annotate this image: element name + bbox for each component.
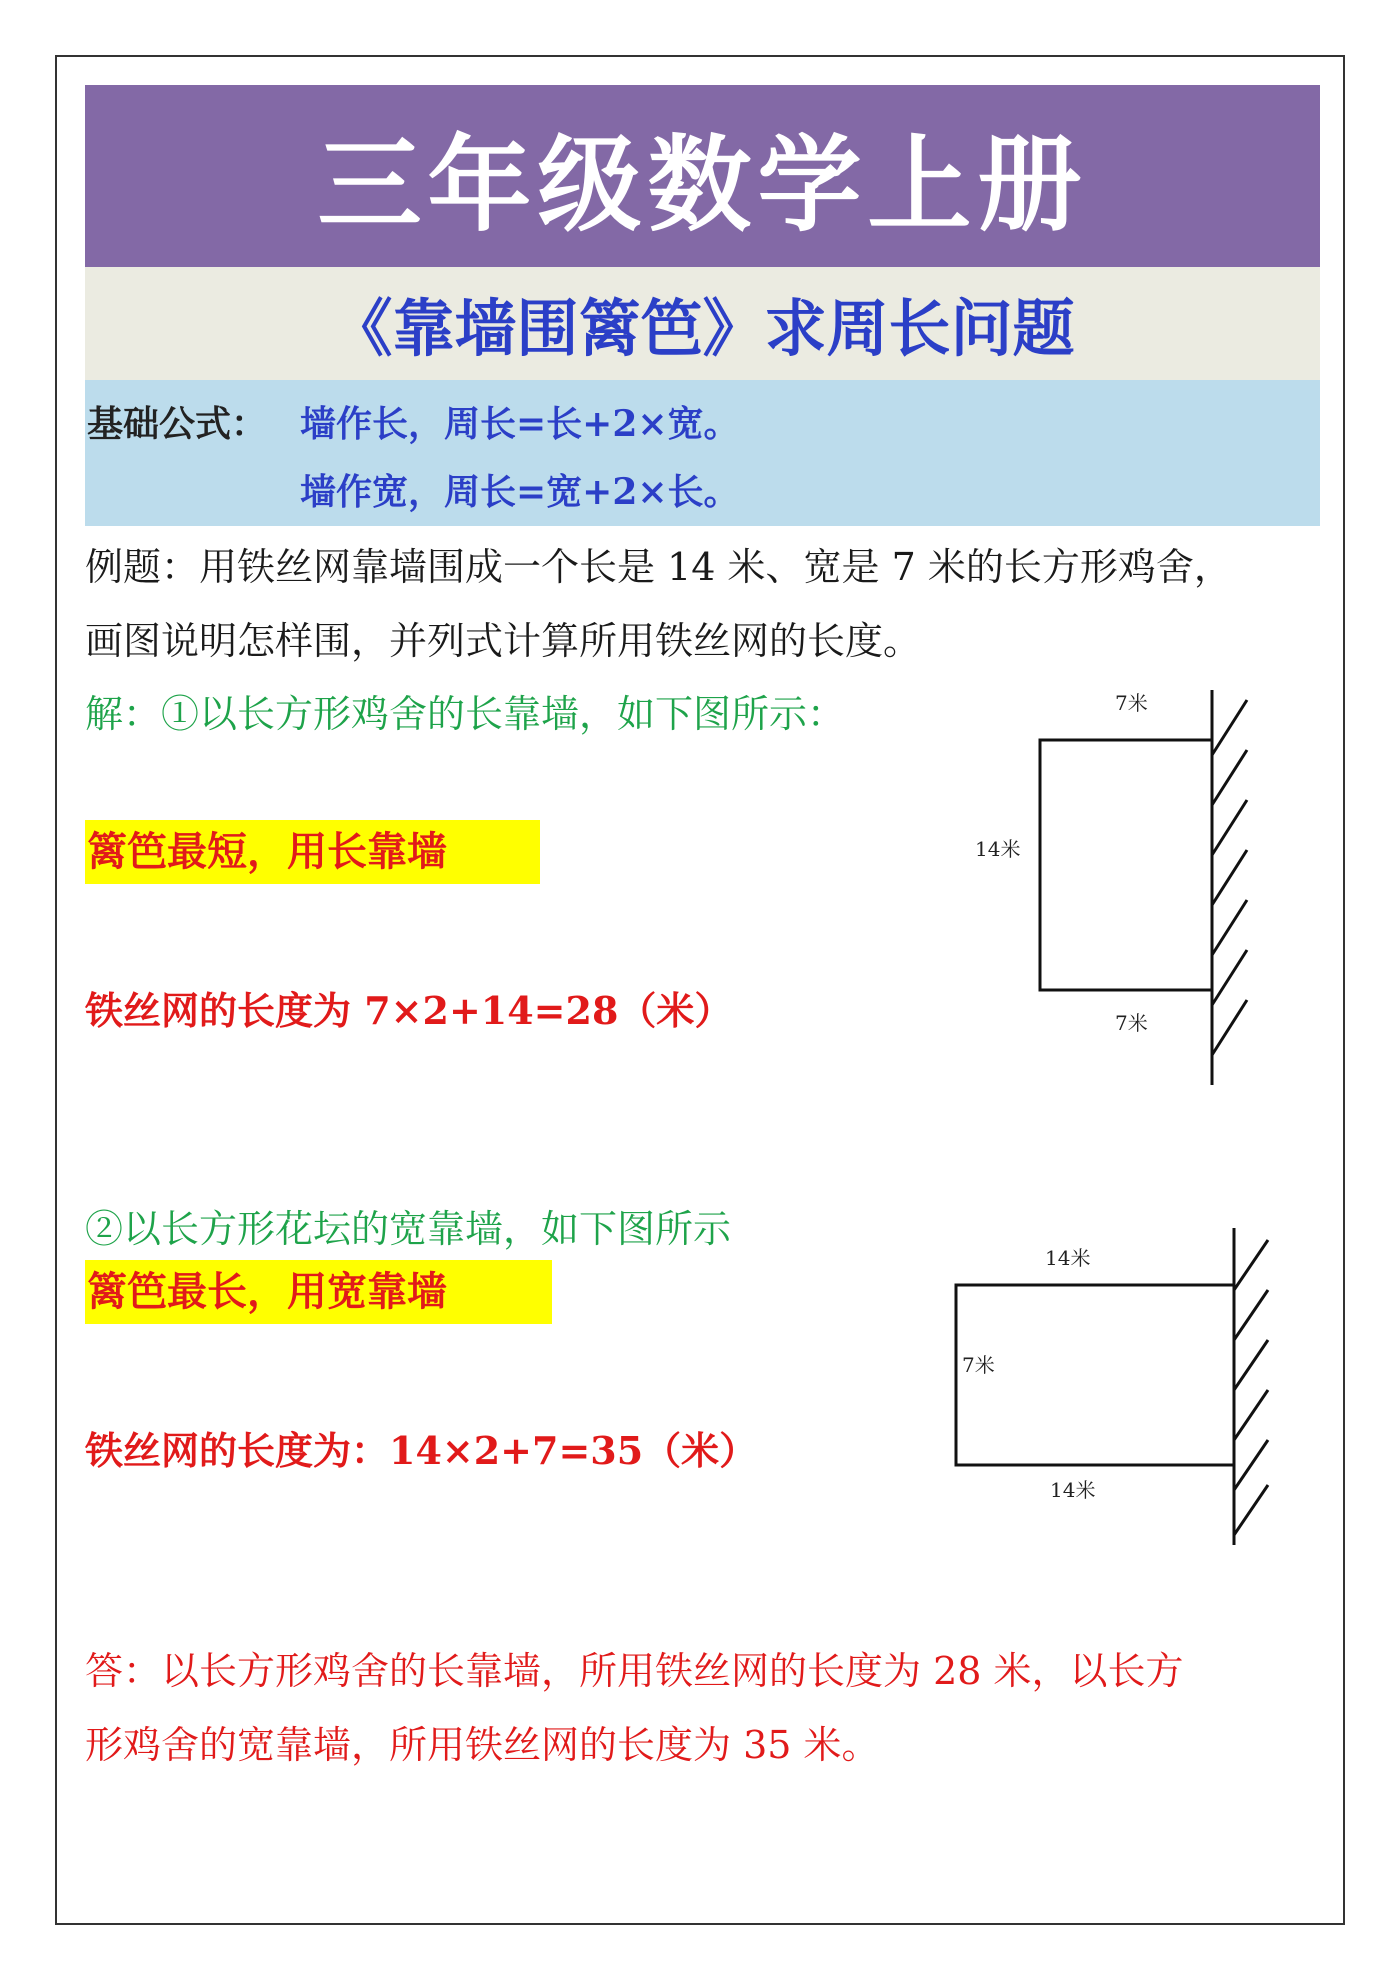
diagram-2-top-label: 14米 [1045, 1246, 1091, 1270]
title-banner [85, 85, 1320, 267]
subtitle-banner [85, 267, 1320, 380]
diagram-1-top-label: 7米 [1115, 691, 1148, 715]
solution-1-highlight: 篱笆最短，用长靠墙 [85, 820, 540, 884]
answer-line-1: 答：以长方形鸡舍的长靠墙，所用铁丝网的长度为 28 米，以长方 [85, 1649, 1184, 1693]
solution-1-heading: 解：①以长方形鸡舍的长靠墙，如下图所示： [85, 692, 846, 736]
formula-label: 基础公式： [87, 403, 268, 445]
page-title: 三年级数学上册 [317, 123, 1088, 246]
diagram-2-left-label: 7米 [962, 1353, 995, 1377]
diagram-short-side-wall [950, 1220, 1280, 1550]
diagram-long-side-wall [960, 680, 1260, 1090]
answer-line-2: 形鸡舍的宽靠墙，所用铁丝网的长度为 35 米。 [85, 1723, 880, 1767]
example-line-1: 例题：用铁丝网靠墙围成一个长是 14 米、宽是 7 米的长方形鸡舍， [85, 545, 1232, 589]
formula-line-2: 墙作宽，周长=宽+2×长。 [300, 471, 740, 513]
formula-line-1: 墙作长，周长=长+2×宽。 [300, 403, 740, 445]
solution-2-highlight: 篱笆最长，用宽靠墙 [85, 1260, 552, 1324]
enclosure-rectangle [956, 1285, 1234, 1465]
solution-2-heading: ②以长方形花坛的宽靠墙，如下图所示 [85, 1207, 732, 1251]
solution-1-calc: 铁丝网的长度为 7×2+14=28（米） [85, 988, 733, 1033]
enclosure-rectangle [1040, 740, 1212, 990]
formula-box [85, 380, 1320, 526]
wall-hatching [1234, 1240, 1268, 1535]
example-line-2: 画图说明怎样围，并列式计算所用铁丝网的长度。 [85, 619, 922, 663]
page-subtitle: 《靠墙围篱笆》求周长问题 [330, 292, 1075, 365]
diagram-1-left-label: 14米 [975, 837, 1021, 861]
wall-hatching [1212, 700, 1247, 1055]
diagram-1-bottom-label: 7米 [1115, 1011, 1148, 1035]
diagram-2-bottom-label: 14米 [1050, 1478, 1096, 1502]
solution-2-calc: 铁丝网的长度为：14×2+7=35（米） [85, 1428, 758, 1473]
